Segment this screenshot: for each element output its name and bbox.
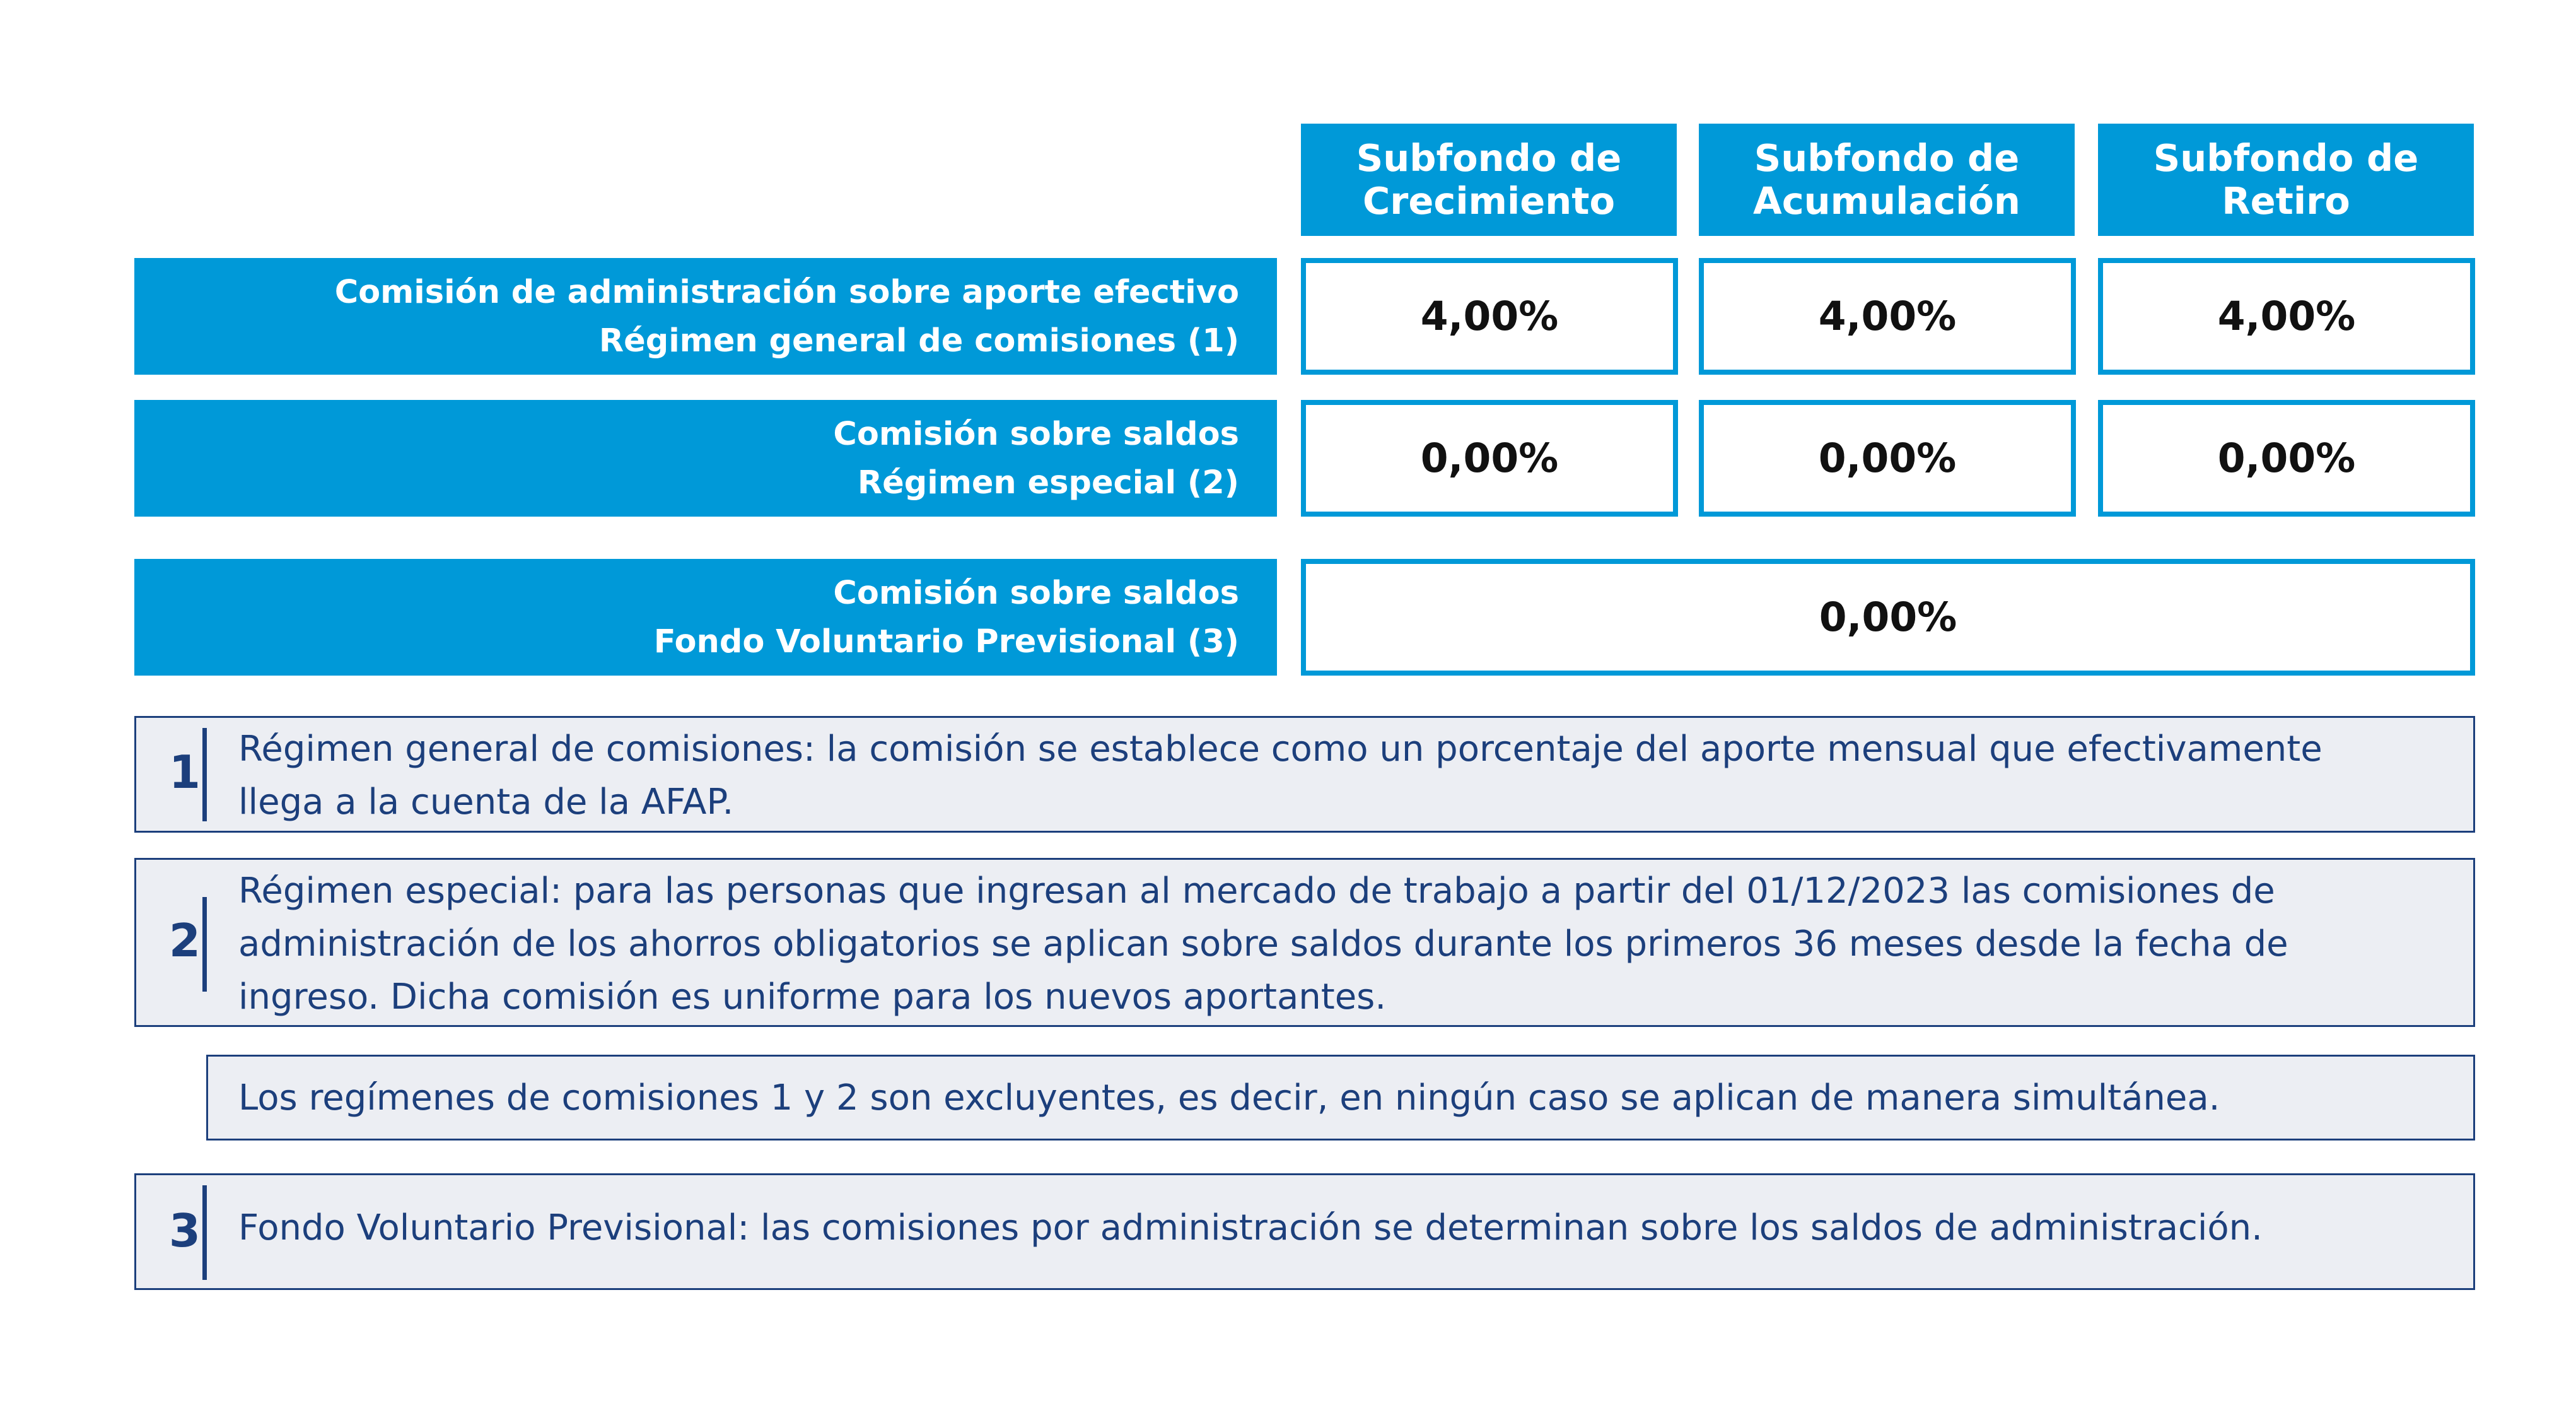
footnote-2-divider bbox=[202, 897, 207, 992]
footnote-1-divider bbox=[202, 728, 207, 821]
value-special-accumulation: 0,00% bbox=[1699, 400, 2076, 517]
footnote-2-line: administración de los ahorros obligatorios se aplican sobre saldos durante los primeros 36 meses desde la fecha de bbox=[238, 924, 2288, 965]
footnote-1-number: 1 bbox=[168, 746, 201, 799]
value-general-growth: 4,00% bbox=[1301, 258, 1678, 375]
value-general-retirement: 4,00% bbox=[2098, 258, 2475, 375]
row-label-voluntary-line2: Fondo Voluntario Previsional (3) bbox=[653, 623, 1239, 660]
footnote-1 bbox=[134, 716, 2475, 833]
footnote-1-text bbox=[238, 723, 2322, 829]
row-label-voluntary-fund bbox=[134, 559, 1277, 676]
exclusivity-note-line: Los regímenes de comisiones 1 y 2 son excluyentes, es decir, en ningún caso se aplican de manera simultánea. bbox=[238, 1077, 2220, 1118]
footnote-2-line: ingreso. Dicha comisión es uniforme para los nuevos aportantes. bbox=[238, 976, 1387, 1017]
footnote-3-divider bbox=[202, 1185, 207, 1280]
column-header-accumulation: Subfondo de Acumulación bbox=[1699, 124, 2075, 236]
footnote-3 bbox=[134, 1173, 2475, 1290]
value-special-retirement: 0,00% bbox=[2098, 400, 2475, 517]
row-label-special-line1: Comisión sobre saldos bbox=[833, 415, 1239, 453]
row-label-special-line2: Régimen especial (2) bbox=[857, 464, 1239, 501]
row-label-general-regime bbox=[134, 258, 1277, 375]
footnote-2 bbox=[134, 858, 2475, 1027]
row-label-voluntary-line1: Comisión sobre saldos bbox=[833, 574, 1239, 612]
footnote-2-number: 2 bbox=[168, 914, 201, 967]
value-voluntary-fund: 0,00% bbox=[1301, 559, 2475, 676]
footnote-2-text bbox=[238, 865, 2288, 1024]
row-label-general-line2: Régimen general de comisiones (1) bbox=[598, 322, 1239, 360]
footnote-2-line: Régimen especial: para las personas que ingresan al mercado de trabajo a partir del 01/12/2023 las comisiones de bbox=[238, 871, 2275, 912]
footnote-3-line: Fondo Voluntario Previsional: las comisiones por administración se determinan sobre los saldos de administración. bbox=[238, 1207, 2263, 1248]
row-label-special-regime bbox=[134, 400, 1277, 517]
column-header-growth: Subfondo de Crecimiento bbox=[1301, 124, 1677, 236]
footnote-3-number: 3 bbox=[168, 1204, 201, 1257]
value-special-growth: 0,00% bbox=[1301, 400, 1678, 517]
footnote-3-text bbox=[238, 1202, 2263, 1255]
footnote-1-line: Régimen general de comisiones: la comisión se establece como un porcentaje del aporte mensual que efectivamente bbox=[238, 729, 2322, 770]
footnote-1-line: llega a la cuenta de la AFAP. bbox=[238, 782, 734, 823]
exclusivity-note bbox=[206, 1055, 2475, 1141]
column-header-retirement: Subfondo de Retiro bbox=[2098, 124, 2474, 236]
row-label-general-line1: Comisión de administración sobre aporte efectivo bbox=[334, 273, 1239, 311]
value-general-accumulation: 4,00% bbox=[1699, 258, 2076, 375]
exclusivity-note-text bbox=[238, 1072, 2220, 1125]
